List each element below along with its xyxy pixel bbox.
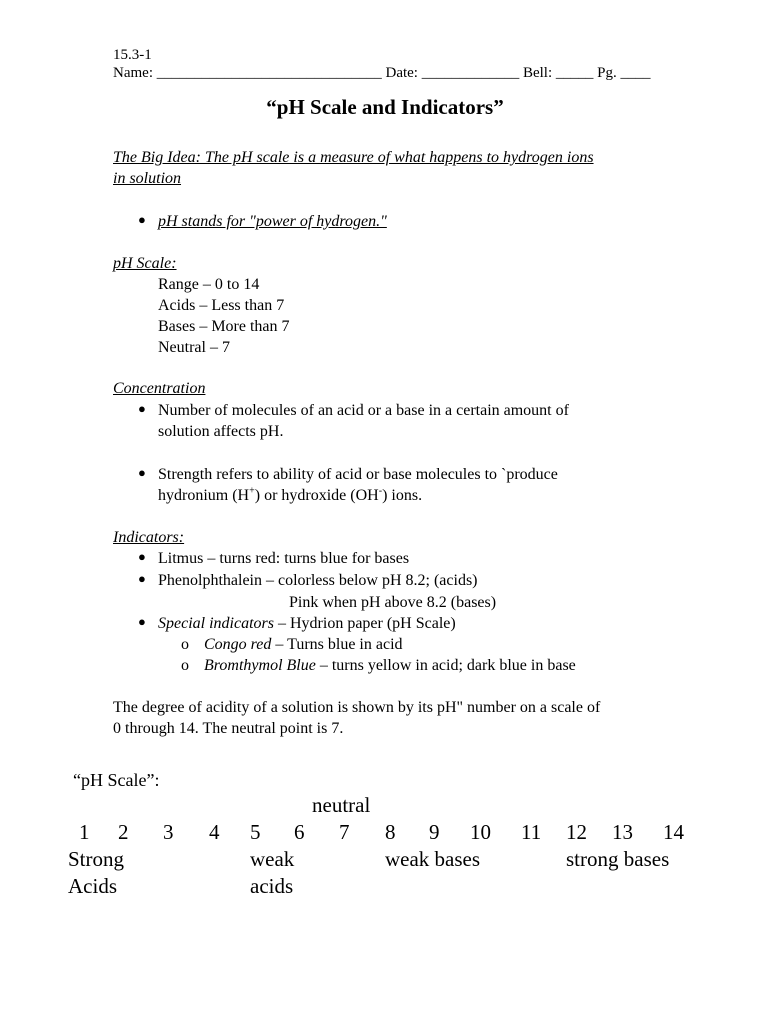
degree-line-1: The degree of acidity of a solution is shown by its pH" number on a scale of [113,699,601,716]
concentration-bullet-1-line-2: solution affects pH. [158,423,284,440]
ph-scale-label: “pH Scale”: [73,770,160,790]
bullet-icon: ● [138,212,146,227]
scale-number-12: 12 [566,820,587,844]
concentration-bullet-2-line-1: Strength refers to ability of acid or base molecules to `produce [158,466,558,483]
phenolphthalein-item: Phenolphthalein – colorless below pH 8.2; (acids) [158,572,478,589]
scale-number-11: 11 [521,820,542,844]
scale-number-2: 2 [118,820,129,844]
document-code: 15.3-1 [113,47,152,63]
scale-number-7: 7 [339,820,350,844]
concentration-bullet-1-line-1: Number of molecules of an acid or a base in a certain amount of [158,402,569,419]
scale-number-13: 13 [612,820,633,844]
ph-scale-heading: pH Scale: [113,255,177,272]
congo-red-item: Congo red – Turns blue in acid [204,636,403,653]
bullet-icon: ● [138,614,146,629]
ph-scale-acids: Acids – Less than 7 [158,297,285,314]
weak-bases-label: weak bases [385,847,481,871]
scale-number-1: 1 [79,820,90,844]
litmus-item: Litmus – turns red: turns blue for bases [158,550,410,567]
ph-definition: pH stands for "power of hydrogen." [158,213,387,230]
scale-number-6: 6 [294,820,305,844]
strong-acids-label-line-1: Strong [68,847,125,871]
sub-bullet-icon: o [181,636,189,653]
bullet-icon: ● [138,465,146,480]
scale-number-10: 10 [470,820,491,844]
ph-scale-bases: Bases – More than 7 [158,318,290,335]
scale-number-9: 9 [429,820,440,844]
scale-number-3: 3 [163,820,174,844]
phenolphthalein-item-line-2: Pink when pH above 8.2 (bases) [289,594,497,611]
weak-acids-label-line-2: acids [250,874,294,898]
indicators-heading: Indicators: [113,529,185,546]
sub-bullet-icon: o [181,657,189,674]
weak-acids-label-line-1: weak [250,847,295,871]
page-title: “pH Scale and Indicators” [266,95,504,119]
neutral-label: neutral [312,793,371,817]
concentration-bullet-2-line-2: hydronium (H+) or hydroxide (OH-) ions. [158,485,423,504]
special-indicators-item: Special indicators – Hydrion paper (pH Scale) [158,615,456,632]
strong-bases-label: strong bases [566,847,670,871]
name-date-line: Name: ______________________________ Date: _____________ Bell: _____ Pg. ____ [113,65,651,81]
ph-scale-neutral: Neutral – 7 [158,339,230,356]
ph-scale-range: Range – 0 to 14 [158,276,260,293]
bullet-icon: ● [138,401,146,416]
big-idea-line-1: The Big Idea: The pH scale is a measure of what happens to hydrogen ions [113,149,594,166]
bullet-icon: ● [138,549,146,564]
degree-line-2: 0 through 14. The neutral point is 7. [113,720,344,737]
bromthymol-blue-item: Bromthymol Blue – turns yellow in acid; dark blue in base [204,657,576,674]
concentration-heading: Concentration [113,380,206,397]
scale-number-14: 14 [663,820,684,844]
big-idea-line-2: in solution [113,170,182,187]
strong-acids-label-line-2: Acids [68,874,117,898]
scale-number-5: 5 [250,820,261,844]
scale-number-8: 8 [385,820,396,844]
scale-number-4: 4 [209,820,220,844]
bullet-icon: ● [138,571,146,586]
